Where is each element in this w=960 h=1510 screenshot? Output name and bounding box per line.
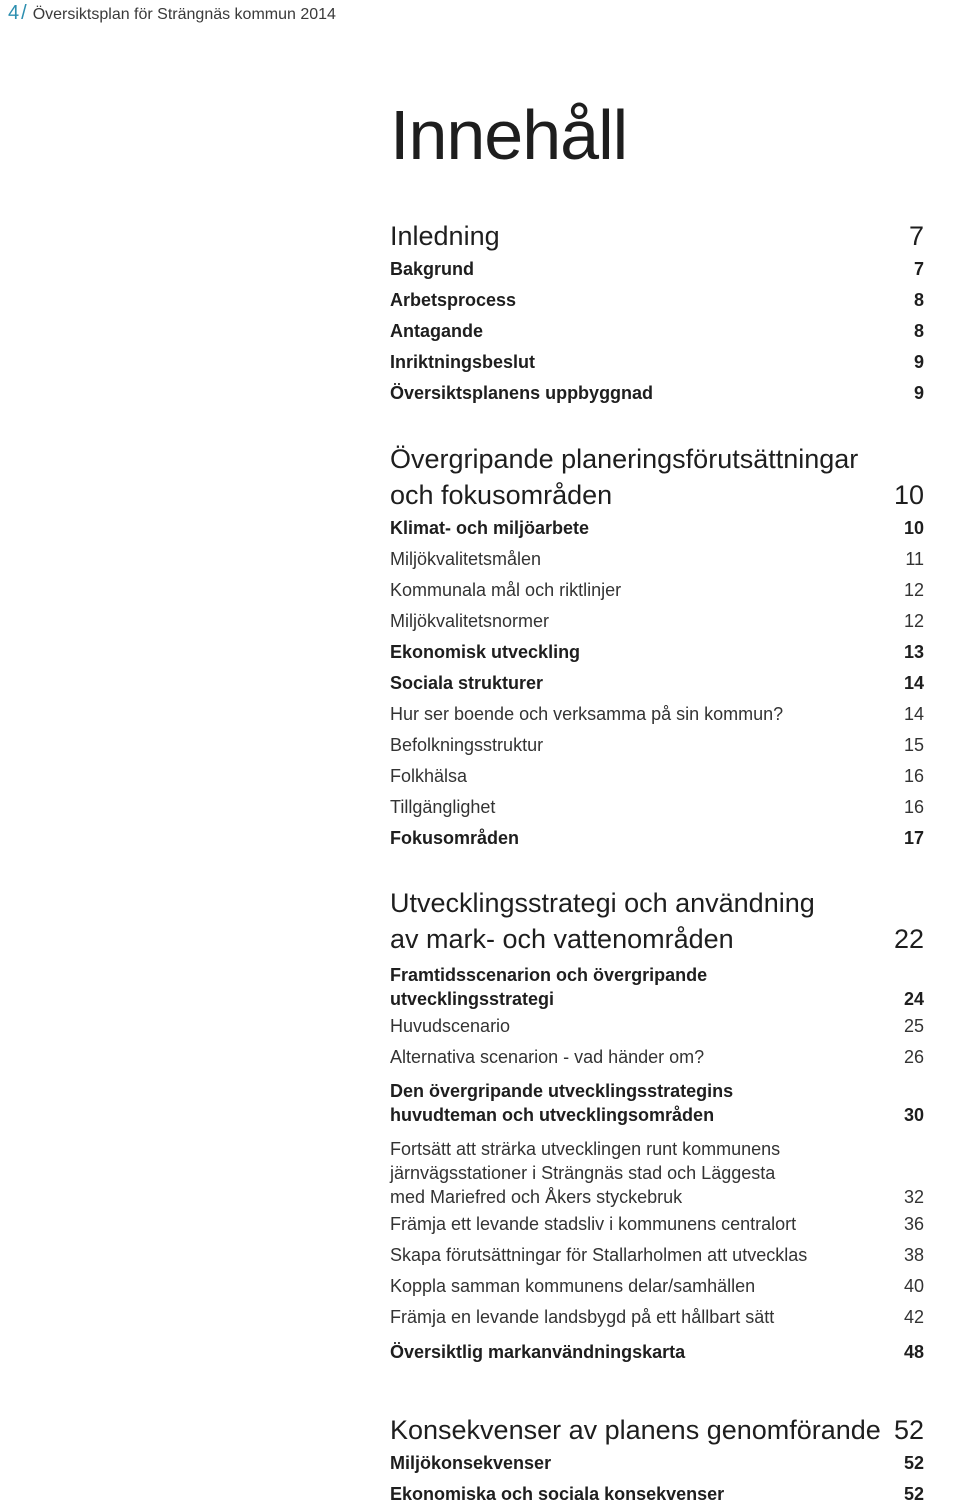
toc-page-number: 42: [903, 1307, 924, 1327]
toc-entry-label: Den övergripande utvecklingsstrategins: [390, 1081, 734, 1101]
toc-entry[interactable]: [390, 1448, 924, 1479]
toc-page-number: 14: [903, 673, 924, 693]
toc-entry[interactable]: [390, 575, 924, 606]
toc-entry[interactable]: [390, 637, 924, 668]
header-separator: /: [21, 2, 27, 24]
toc-heading[interactable]: [390, 1412, 924, 1448]
toc-page-number: 16: [903, 797, 924, 817]
toc-entry-label: huvudteman och utvecklingsområden: [390, 1105, 715, 1125]
toc-entry-label: Främja ett levande stadsliv i kommunens centralort: [390, 1214, 797, 1234]
toc-entry-label: Bakgrund: [390, 259, 475, 279]
toc-page-number: 40: [903, 1276, 924, 1296]
toc-entry[interactable]: [390, 730, 924, 761]
toc-page-number: 48: [903, 1342, 924, 1362]
toc-page-number: 7: [913, 259, 924, 279]
toc-page-number: 10: [903, 518, 924, 538]
toc-entry[interactable]: [390, 285, 924, 316]
toc-entry-label: Alternativa scenarion - vad händer om?: [390, 1047, 705, 1067]
toc-entry[interactable]: [390, 963, 924, 1011]
toc-entry-label: Fortsätt att strärka utvecklingen runt kommunens: [390, 1139, 781, 1159]
toc-entry[interactable]: [390, 699, 924, 730]
toc-entry-label: Hur ser boende och verksamma på sin kommun?: [390, 704, 784, 724]
toc-heading[interactable]: [390, 885, 924, 957]
toc-page-number: 12: [903, 611, 924, 631]
toc-entry-label: Arbetsprocess: [390, 290, 517, 310]
toc-entry-label: Främja en levande landsbygd på ett hållbart sätt: [390, 1307, 775, 1327]
toc-entry-label: Framtidsscenarion och övergripande: [390, 965, 708, 985]
toc-entry[interactable]: [390, 378, 924, 409]
toc-entry-label: Tillgänglighet: [390, 797, 496, 817]
toc-entry-label: Klimat- och miljöarbete: [390, 518, 590, 538]
toc-entry-label: Miljökonsekvenser: [390, 1453, 552, 1473]
toc-page-number: 10: [893, 480, 924, 510]
toc-entry[interactable]: [390, 316, 924, 347]
toc-entry[interactable]: [390, 1479, 924, 1510]
toc-entry[interactable]: [390, 347, 924, 378]
toc-heading-label: Utvecklingsstrategi och användning: [390, 888, 815, 918]
toc-page-number: 25: [903, 1016, 924, 1036]
toc-section-utvecklingsstrategi: [390, 885, 924, 1368]
toc-section-planeringsforutsattningar: [390, 441, 924, 854]
toc-entry[interactable]: [390, 1011, 924, 1042]
toc-entry-label: järnvägsstationer i Strängnäs stad och Läggesta: [390, 1163, 776, 1183]
toc-page-number: 26: [903, 1047, 924, 1067]
toc-page-number: 9: [913, 352, 924, 372]
toc-entry[interactable]: [390, 1079, 924, 1127]
toc-heading[interactable]: [390, 218, 924, 254]
toc-page-number: 52: [903, 1484, 924, 1504]
toc-page-number: 52: [903, 1453, 924, 1473]
toc-heading-label: Inledning: [390, 221, 500, 251]
toc-heading-label: Övergripande planeringsförutsättningar: [390, 444, 859, 474]
toc-entry-label: Ekonomiska och sociala konsekvenser: [390, 1484, 725, 1504]
running-header: [8, 2, 336, 25]
toc-entry[interactable]: [390, 1137, 924, 1209]
toc-page-number: 14: [903, 704, 924, 724]
toc-heading[interactable]: [390, 441, 924, 513]
toc-page-number: 9: [913, 383, 924, 403]
toc-page-number: 17: [903, 828, 924, 848]
toc-entry-label: Koppla samman kommunens delar/samhällen: [390, 1276, 756, 1296]
toc-entry-label: Miljökvalitetsnormer: [390, 611, 550, 631]
toc-entry-label: Kommunala mål och riktlinjer: [390, 580, 622, 600]
toc-entry-label: Översiktsplanens uppbyggnad: [390, 383, 654, 403]
toc-page-number: 7: [908, 221, 924, 251]
toc-entry-label: Ekonomisk utveckling: [390, 642, 581, 662]
toc-page-number: 15: [903, 735, 924, 755]
toc-entry-label: Befolkningsstruktur: [390, 735, 544, 755]
toc-section-inledning: [390, 218, 924, 409]
toc-entry-label: Antagande: [390, 321, 484, 341]
toc-entry-label: utvecklingsstrategi: [390, 989, 555, 1009]
header-page-number: 4: [8, 2, 20, 24]
toc-section-konsekvenser: [390, 1412, 924, 1510]
toc-entry-label: Miljökvalitetsmålen: [390, 549, 542, 569]
toc-entry[interactable]: [390, 606, 924, 637]
toc-page-number: 30: [903, 1105, 924, 1125]
toc-entry-label: Huvudscenario: [390, 1016, 511, 1036]
toc-page-number: 13: [903, 642, 924, 662]
header-doc-title: Översiktsplan för Strängnäs kommun 2014: [32, 6, 336, 23]
page-title: Innehåll: [390, 96, 628, 174]
toc-entry-label: Sociala strukturer: [390, 673, 544, 693]
toc-heading-label: av mark- och vattenområden: [390, 924, 734, 954]
toc-entry-label: Inriktningsbeslut: [390, 352, 536, 372]
toc-entry[interactable]: [390, 668, 924, 699]
toc-page-number: 12: [903, 580, 924, 600]
toc-page-number: 8: [913, 290, 924, 310]
toc-page-number: 11: [905, 549, 924, 569]
toc-page-number: 52: [893, 1415, 924, 1445]
toc-entry[interactable]: [390, 761, 924, 792]
toc-page-number: 32: [903, 1187, 924, 1207]
toc-entry[interactable]: [390, 1209, 924, 1240]
toc-entry[interactable]: [390, 1337, 924, 1368]
toc-entry-label: Folkhälsa: [390, 766, 468, 786]
toc-heading-label: och fokusområden: [390, 480, 613, 510]
toc-entry[interactable]: [390, 254, 924, 285]
toc-entry-label: med Mariefred och Åkers styckebruk: [390, 1187, 683, 1207]
toc-heading-label: Konsekvenser av planens genomförande: [390, 1415, 881, 1445]
toc-page-number: 38: [903, 1245, 924, 1265]
toc-entry-label: Skapa förutsättningar för Stallarholmen att utvecklas: [390, 1245, 808, 1265]
toc-entry-label: Fokusområden: [390, 828, 520, 848]
toc-entry[interactable]: [390, 792, 924, 823]
toc-entry[interactable]: [390, 1271, 924, 1302]
toc-page-number: 36: [903, 1214, 924, 1234]
toc-page-number: 16: [903, 766, 924, 786]
toc-page-number: 24: [903, 989, 924, 1009]
toc-entry[interactable]: [390, 513, 924, 544]
toc-entry[interactable]: [390, 1042, 924, 1073]
toc-page-number: 22: [893, 924, 924, 954]
toc-entry-label: Översiktlig markanvändningskarta: [390, 1342, 686, 1362]
toc-entry[interactable]: [390, 544, 924, 575]
toc-entry[interactable]: [390, 823, 924, 854]
toc-page-number: 8: [913, 321, 924, 341]
toc-entry[interactable]: [390, 1302, 924, 1333]
toc-entry[interactable]: [390, 1240, 924, 1271]
